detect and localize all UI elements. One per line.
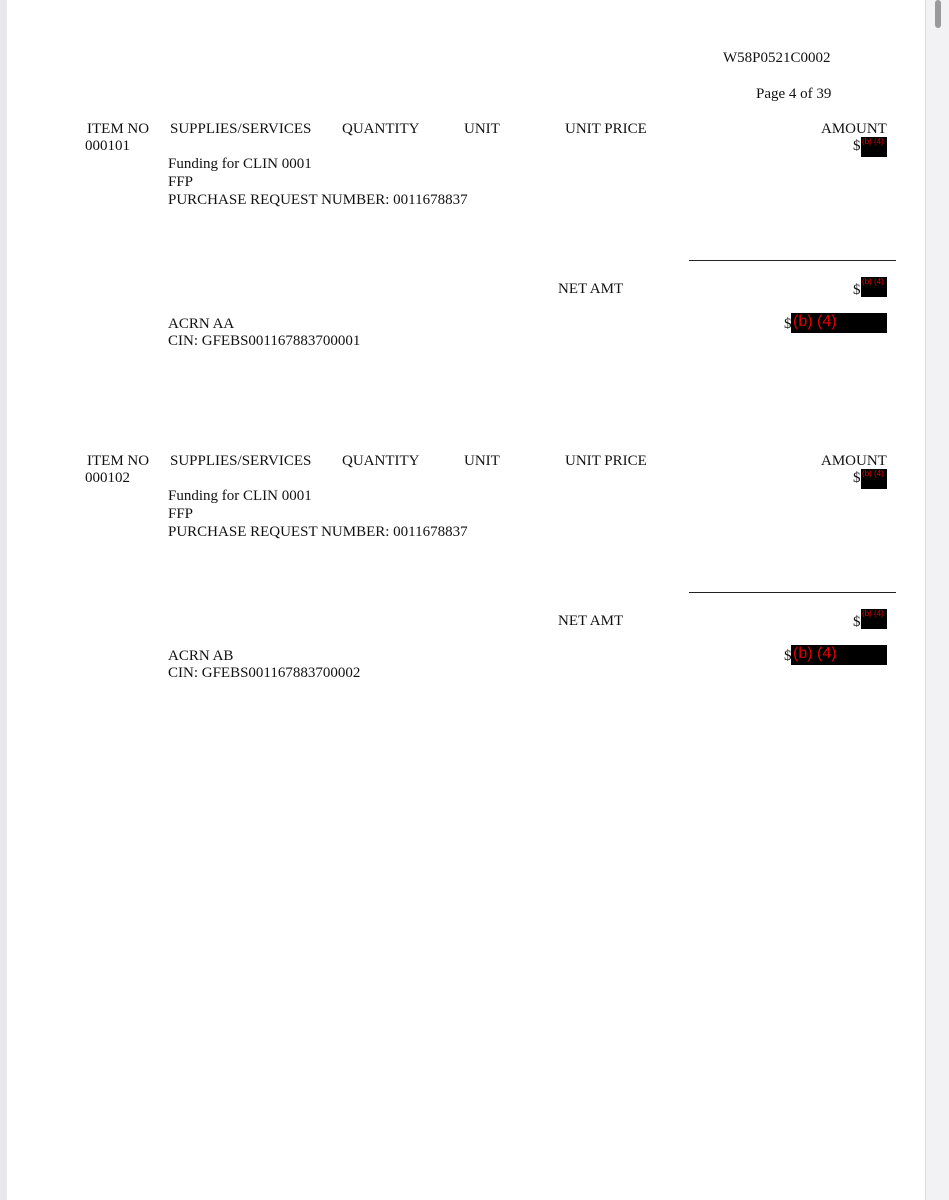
- desc-line-1: Funding for CLIN 0001: [168, 488, 312, 504]
- col-unit-price: UNIT PRICE: [565, 121, 647, 137]
- dollar-sign: $: [853, 282, 861, 298]
- contract-number: W58P0521C0002: [723, 50, 831, 66]
- acrn: ACRN AA: [168, 316, 235, 332]
- redaction-acrn-amount: (b) (4): [791, 313, 887, 333]
- page-number: Page 4 of 39: [756, 86, 832, 102]
- divider: [689, 260, 896, 261]
- dollar-sign: $: [784, 648, 792, 664]
- item-number: 000101: [85, 138, 130, 154]
- dollar-sign: $: [853, 614, 861, 630]
- dollar-sign: $: [853, 470, 861, 486]
- col-item-no: ITEM NO: [87, 121, 150, 137]
- col-unit: UNIT: [464, 453, 500, 469]
- cin: CIN: GFEBS001167883700001: [168, 333, 361, 349]
- redaction-net-amt: (b) (4): [861, 277, 887, 297]
- desc-line-2: FFP: [168, 174, 194, 190]
- redaction-acrn-amount: (b) (4): [791, 645, 887, 665]
- dollar-sign: $: [784, 316, 792, 332]
- col-unit: UNIT: [464, 121, 500, 137]
- col-item-no: ITEM NO: [87, 453, 150, 469]
- redaction-amount: (b) (4): [861, 137, 887, 157]
- desc-line-1: Funding for CLIN 0001: [168, 156, 312, 172]
- col-supplies: SUPPLIES/SERVICES: [170, 121, 312, 137]
- acrn: ACRN AB: [168, 648, 234, 664]
- redaction-amount: (b) (4): [861, 469, 887, 489]
- col-amount: AMOUNT: [821, 121, 887, 137]
- scroll-track[interactable]: [925, 0, 949, 1200]
- desc-line-2: FFP: [168, 506, 194, 522]
- document-page: [7, 0, 925, 1200]
- col-unit-price: UNIT PRICE: [565, 453, 647, 469]
- col-quantity: QUANTITY: [342, 453, 420, 469]
- col-amount: AMOUNT: [821, 453, 887, 469]
- redaction-net-amt: (b) (4): [861, 609, 887, 629]
- dollar-sign: $: [853, 138, 861, 154]
- net-amt-label: NET AMT: [558, 613, 624, 629]
- desc-line-3: PURCHASE REQUEST NUMBER: 0011678837: [168, 524, 468, 540]
- desc-line-3: PURCHASE REQUEST NUMBER: 0011678837: [168, 192, 468, 208]
- col-supplies: SUPPLIES/SERVICES: [170, 453, 312, 469]
- item-number: 000102: [85, 470, 130, 486]
- cin: CIN: GFEBS001167883700002: [168, 665, 361, 681]
- divider: [689, 592, 896, 593]
- scrollbar-thumb[interactable]: [935, 0, 941, 28]
- net-amt-label: NET AMT: [558, 281, 624, 297]
- col-quantity: QUANTITY: [342, 121, 420, 137]
